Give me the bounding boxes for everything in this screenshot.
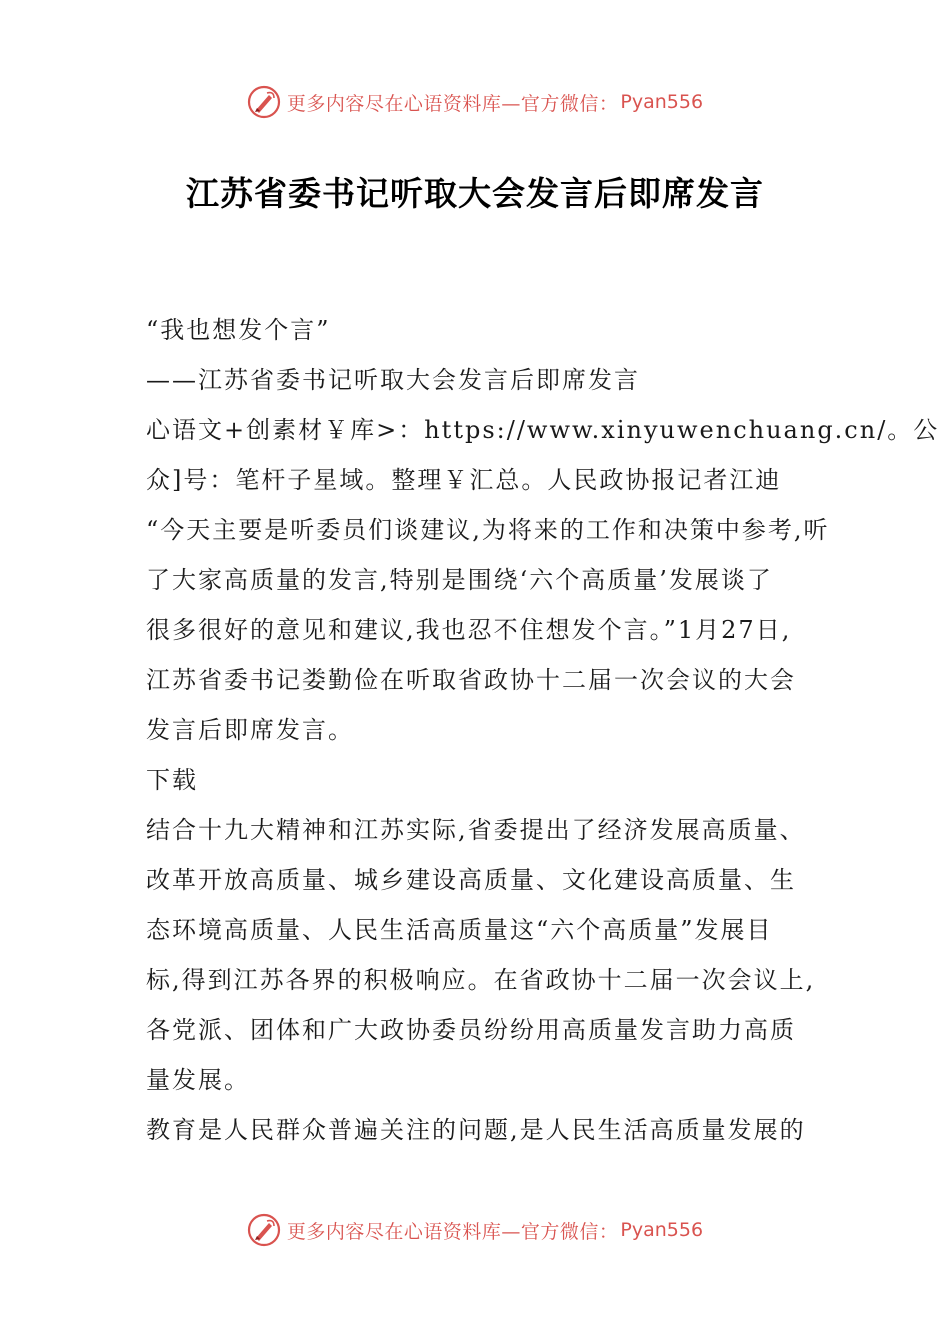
document-body — [146, 305, 940, 1155]
quote-line: “我也想发个言” — [146, 316, 331, 344]
document-title: 江苏省委书记听取大会发言后即席发言 — [186, 174, 764, 213]
header-banner — [0, 82, 950, 122]
footer-banner — [0, 1210, 950, 1250]
pen-logo-icon — [247, 85, 281, 119]
paragraph-line: 众]号：笔杆子星域。整理￥汇总。人民政协报记者江迪 — [146, 466, 782, 494]
paragraph-line: 改革开放高质量、城乡建设高质量、文化建设高质量、生 — [146, 866, 796, 894]
paragraph-line: 发言后即席发言。 — [146, 716, 354, 744]
download-label: 下载 — [146, 766, 198, 794]
paragraph-line: 量发展。 — [146, 1066, 250, 1094]
paragraph-line: 江苏省委书记娄勤俭在听取省政协十二届一次会议的大会 — [146, 666, 796, 694]
banner-text: 更多内容尽在心语资料库—官方微信： — [286, 92, 619, 115]
paragraph-line: 了大家高质量的发言,特别是围绕‘六个高质量’发展谈了 — [146, 566, 773, 594]
paragraph-line: “今天主要是听委员们谈建议,为将来的工作和决策中参考,听 — [146, 516, 830, 544]
banner-wechat-id: Pyan556 — [620, 1219, 704, 1241]
paragraph-line: 各党派、团体和广大政协委员纷纷用高质量发言助力高质 — [146, 1016, 796, 1044]
paragraph-line: 标,得到江苏各界的积极响应。在省政协十二届一次会议上, — [146, 966, 816, 994]
paragraph-line: 教育是人民群众普遍关注的问题,是人民生活高质量发展的 — [146, 1116, 806, 1144]
paragraph-line: 很多很好的意见和建议,我也忍不住想发个言。”1月27日, — [146, 616, 792, 644]
banner-wechat-id: Pyan556 — [620, 91, 704, 113]
paragraph-line: 心语文+创素材￥库>：https://www.xinyuwenchuang.cn/。公 — [146, 416, 940, 444]
subtitle-line: ——江苏省委书记听取大会发言后即席发言 — [146, 366, 640, 394]
paragraph-line: 态环境高质量、人民生活高质量这“六个高质量”发展目 — [146, 916, 773, 944]
banner-text: 更多内容尽在心语资料库—官方微信： — [286, 1220, 619, 1243]
paragraph-line: 结合十九大精神和江苏实际,省委提出了经济发展高质量、 — [146, 816, 806, 844]
pen-logo-icon — [247, 1213, 281, 1247]
